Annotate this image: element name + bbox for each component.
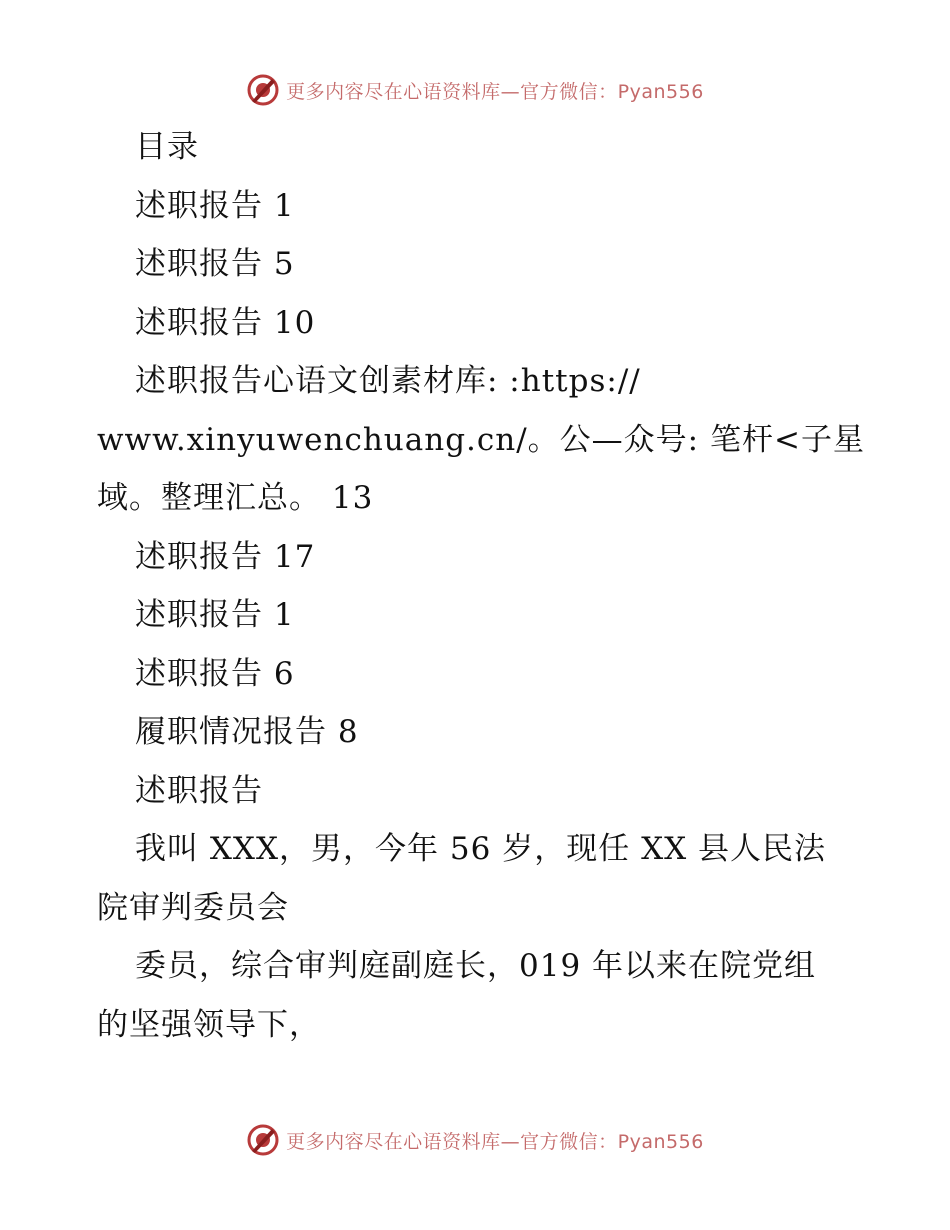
toc-entry: 述职报告 5 <box>135 246 295 282</box>
toc-entry: 述职报告 17 <box>135 538 316 575</box>
paragraph-line: 我叫 XXX，男，今年 56 岁，现任 XX 县人民法 <box>135 831 827 867</box>
toc-entry: 述职报告 1 <box>135 187 295 224</box>
toc-entry: 述职报告 6 <box>135 655 295 692</box>
quill-logo-icon <box>246 1123 280 1157</box>
paragraph-line: 的坚强领导下， <box>97 1006 321 1043</box>
toc-heading: 目录 <box>135 129 199 165</box>
document-body <box>97 118 865 1054</box>
paragraph-line: 院审判委员会 <box>97 889 289 926</box>
toc-entry: 述职报告心语文创素材库: :https:// <box>135 363 641 399</box>
toc-entry-continued: www.xinyuwenchuang.cn/。公—众号: 笔杆<子星 <box>97 421 865 458</box>
watermark-text: 更多内容尽在心语资料库—官方微信：Pyan556 <box>286 80 704 103</box>
section-title: 述职报告 <box>135 772 263 809</box>
toc-entry-continued: 域。整理汇总。 13 <box>97 480 374 516</box>
toc-entry: 述职报告 1 <box>135 597 295 633</box>
quill-logo-icon <box>246 73 280 107</box>
watermark-text: 更多内容尽在心语资料库—官方微信：Pyan556 <box>286 1130 704 1153</box>
toc-entry: 述职报告 10 <box>135 304 316 341</box>
toc-entry: 履职情况报告 8 <box>135 714 359 750</box>
header-watermark <box>0 70 950 110</box>
paragraph-line: 委员，综合审判庭副庭长，019 年以来在院党组 <box>135 948 817 984</box>
footer-watermark <box>0 1120 950 1160</box>
